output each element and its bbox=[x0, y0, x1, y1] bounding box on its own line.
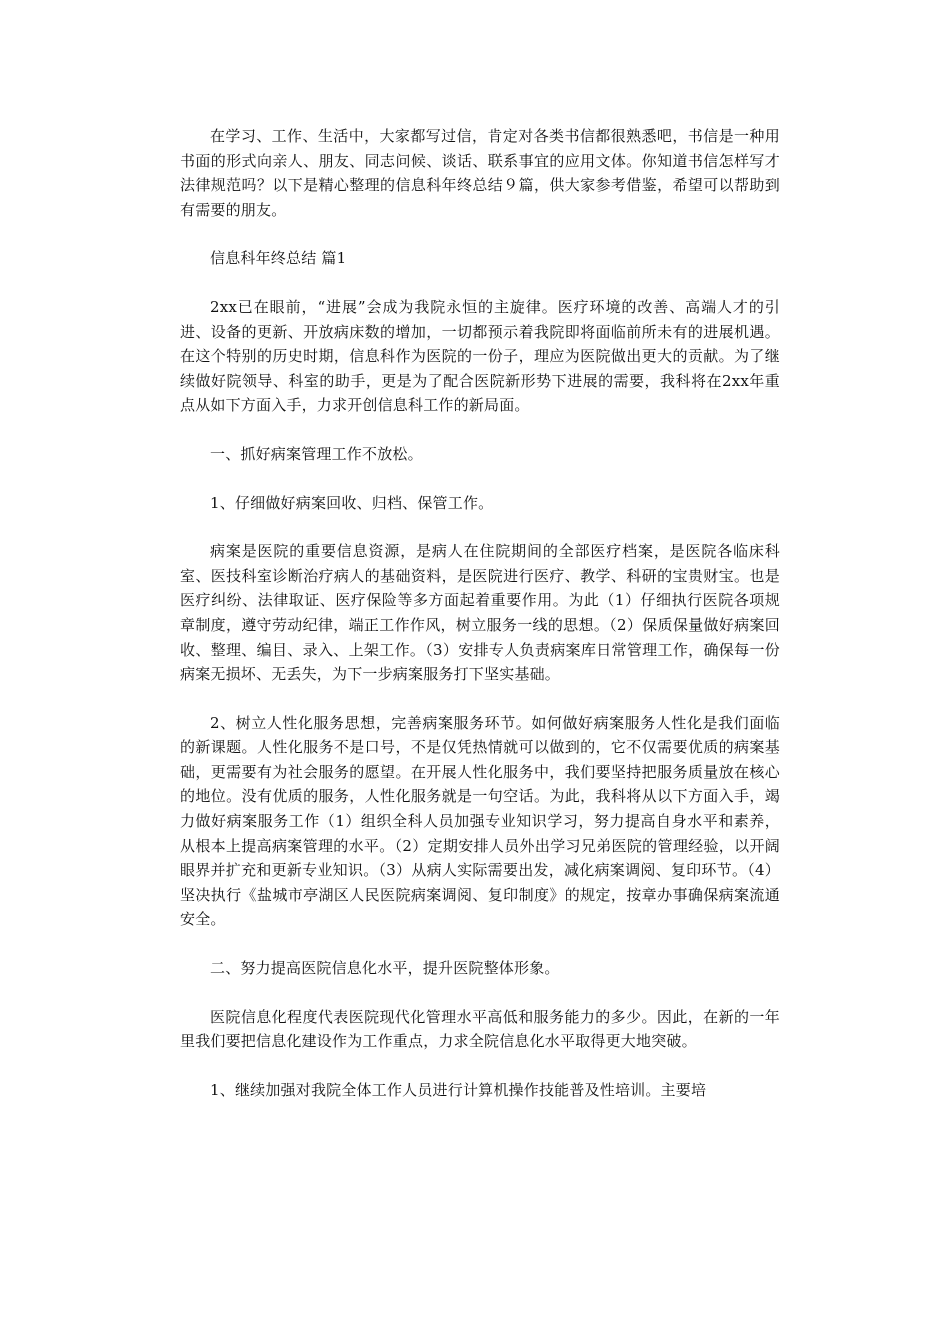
body-paragraph: 2、树立人性化服务思想，完善病案服务环节。如何做好病案服务人性化是我们面临的新课题。人性化服务不是口号，不是仅凭热情就可以做到的，它不仅需要优质的病案基础，更需要有为社会服务的愿望。在开展人性化服务中，我们要坚持把服务质量放在核心的地位。没有优质的服务，人性化服务就是一句空话。为此，我科将从以下方面入手，竭力做好病案服务工作（1）组织全科人员加强专业知识学习，努力提高自身水平和素养，从根本上提高病案管理的水平。（2）定期安排人员外出学习兄弟医院的管理经验，以开阔眼界并扩充和更新专业知识。（3）从病人实际需要出发，减化病案调阅、复印环节。（4）坚决执行《盐城市亭湖区人民医院病案调阅、复印制度》的规定，按章办事确保病案流通安全。 bbox=[180, 713, 780, 929]
body-paragraph: 2xx已在眼前，“进展”会成为我院永恒的主旋律。医疗环境的改善、高端人才的引进、设备的更新、开放病床数的增加，一切都预示着我院即将面临前所未有的进展机遇。在这个特别的历史时期，信息科作为医院的一份子，理应为医院做出更大的贡献。为了继续做好院领导、科室的助手，更是为了配合医院新形势下进展的需要，我科将在2xx年重点从如下方面入手，力求开创信息科工作的新局面。 bbox=[180, 297, 780, 415]
body-paragraph: 1、继续加强对我院全体工作人员进行计算机操作技能普及性培训。主要培 bbox=[210, 1080, 707, 1099]
heading-one: 一、抓好病案管理工作不放松。 bbox=[210, 444, 423, 463]
section-title: 信息科年终总结 篇1 bbox=[210, 249, 347, 268]
subheading-one: 1、仔细做好病案回收、归档、保管工作。 bbox=[210, 493, 494, 512]
intro-paragraph: 在学习、工作、生活中，大家都写过信，肯定对各类书信都很熟悉吧，书信是一种用书面的形式向亲人、朋友、同志问候、谈话、联系事宜的应用文体。你知道书信怎样写才法律规范吗？以下是精心整理的信息科年终总结９篇，供大家参考借鉴，希望可以帮助到有需要的朋友。 bbox=[180, 127, 780, 219]
body-paragraph: 医院信息化程度代表医院现代化管理水平高低和服务能力的多少。因此，在新的一年里我们要把信息化建设作为工作重点，力求全院信息化水平取得更大地突破。 bbox=[180, 1007, 780, 1051]
body-paragraph: 病案是医院的重要信息资源，是病人在住院期间的全部医疗档案，是医院各临床科室、医技科室诊断治疗病人的基础资料，是医院进行医疗、教学、科研的宝贵财宝。也是医疗纠纷、法律取证、医疗保险等多方面起着重要作用。为此（1）仔细执行医院各项规章制度，遵守劳动纪律，端正工作作风，树立服务一线的思想。（2）保质保量做好病案回收、整理、编目、录入、上架工作。（3）安排专人负责病案库日常管理工作，确保每一份病案无损坏、无丢失，为下一步病案服务打下坚实基础。 bbox=[180, 542, 780, 684]
heading-two: 二、努力提高医院信息化水平，提升医院整体形象。 bbox=[210, 959, 560, 978]
document-page bbox=[180, 124, 780, 1102]
